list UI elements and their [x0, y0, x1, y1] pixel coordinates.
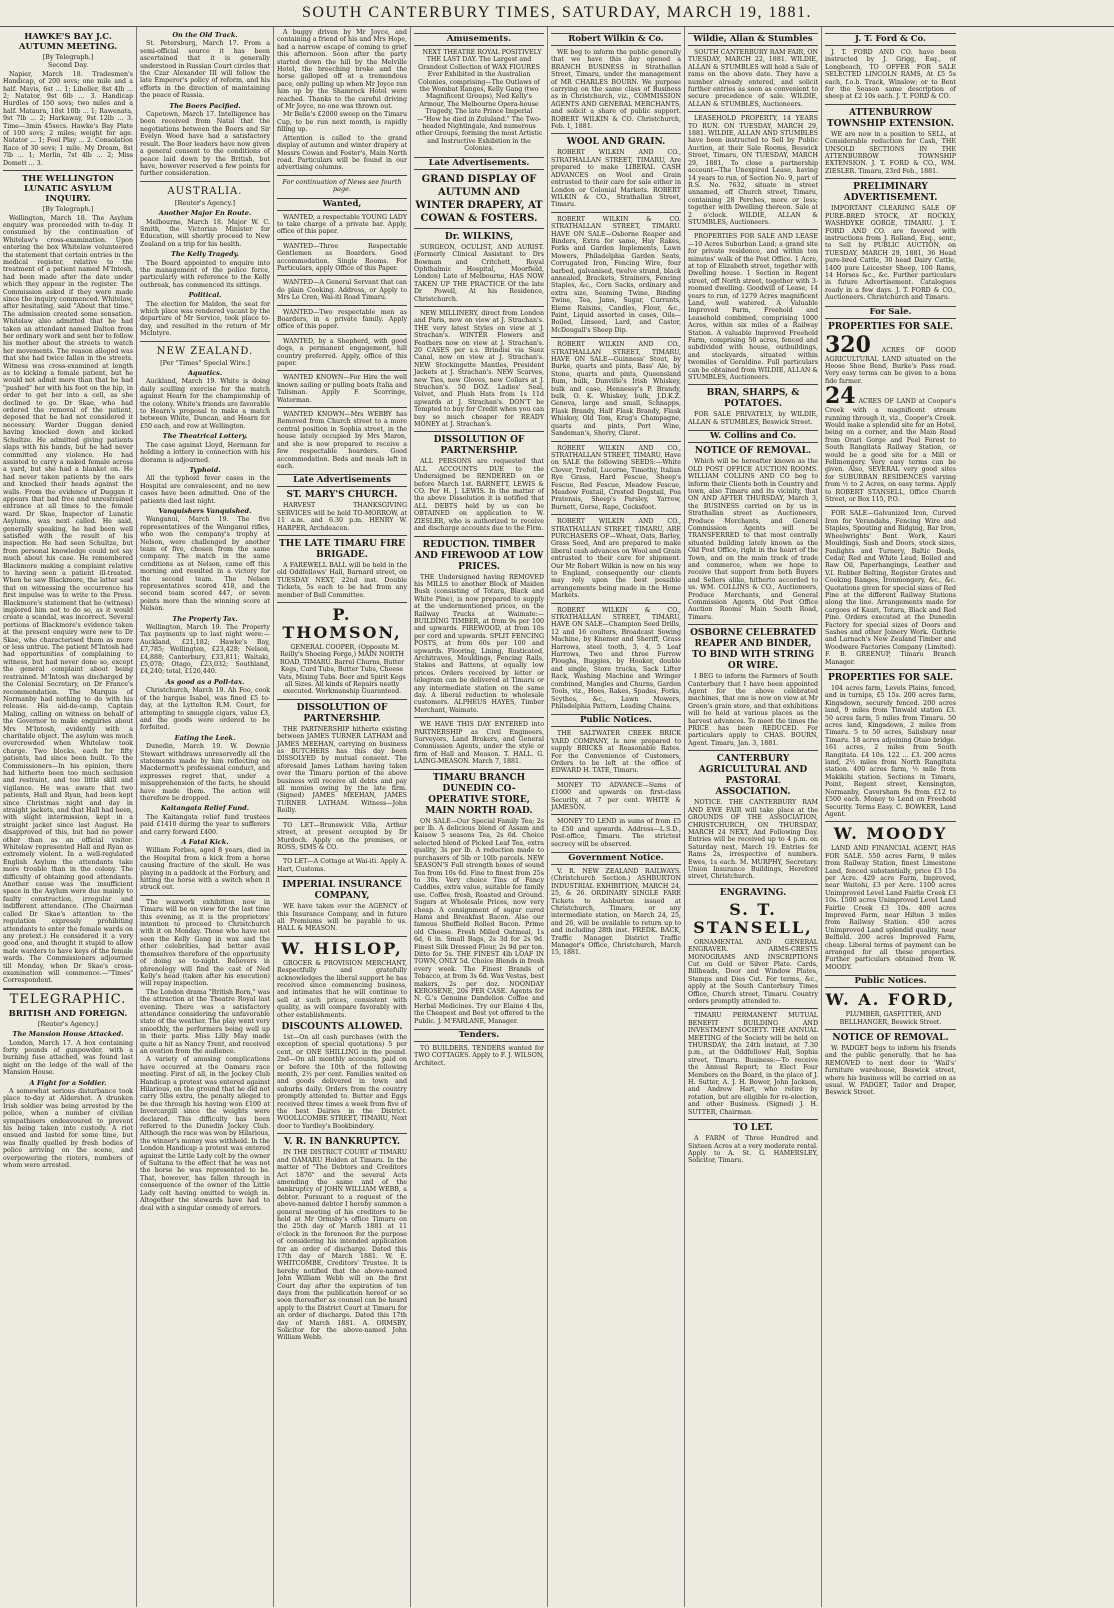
divider — [277, 175, 407, 176]
divider — [277, 370, 407, 371]
headline: THE WELLINGTON LUNATIC ASYLUM INQUIRY. — [21, 174, 115, 205]
ad-display-name: W. HISLOP, — [281, 938, 403, 958]
divider — [825, 104, 956, 105]
section-header: Public Notices. — [551, 714, 681, 727]
divider — [688, 1119, 818, 1120]
article-text: A somewhat serious disturbance took place to-day at Aldershot. A drunken Irish soldier was being arrested by the police, when a number of civilian sympathisers endeavoured to prevent his being taken into custody. A riot ensued and lasted for some time, but was finally quelled by fresh bodies of police arriving on the scene, and overpowering the rioters, numbers of whom were arrested. — [3, 1088, 133, 1170]
advertisement: ON SALE—Our Special Family Tea; 2s per lb. A delicious blend of Assam and Kaisow 5 seasons Tea, 2s 6d. Choice selected blend of Picked Leaf Tea, extra quality, 3s per lb. A reduction made to purchasers of 5lb or 10lb parcels. NEW SEASON'S Full strength boxes of sound Tea from 10s 6d. Fine to finest from 25s to 30s. Very choice Tins of Fancy Caddies, extra value, suitable for family use. Coffee, fresh, Roasted and Ground. Sugars at Wholesale Prices, now very cheap. A consignment of sugar cured Hams and Breakfast Bacon. Also our famous Sheffield Rolled Bacon. Prime old Cheese. Fresh Milled Oatmeal, 1s 6d, 6 in. Small Bags, 2s 3d for 2s 9d. Finest Silk Dressed Flour, 2s 9d per ton. Ditto for 5s. THE FINEST 4lb LOAF IN TOWN, ONLY 5d. Choice Blends in fresh every week. The Finest Brands of Tobacco, at from 3s 6d. Wax Vestas, best makers, 2s per doz. NOONDAY KEROSENE, 20s PER CASE. Agents for N. G.'s Genuine Dandelion Coffee and Herbal Medicines. Try our Elaine 4 lbs, the Cheapest and Best yet offered to the Public. J. M'FARLANE, Manager. — [414, 817, 545, 1025]
article-text: Wanganui, March 19. The five representatives of the Wanganui rifles, who won the company's trophy at Nelson, were challenged by another team of five, chosen from the same company. The match in the same conditions as at Nelson, came off this morning and resulted in a victory for the second team. The Nelson representatives scored 418, and the second team scored 447, or seven points more than the winning score at Nelson. — [140, 516, 270, 613]
divider — [277, 602, 407, 603]
divider — [825, 1029, 956, 1030]
divider — [277, 854, 407, 855]
advertisement: LAND AND FINANCIAL AGENT, HAS FOR SALE. 550 acres Farm, 9 miles from Railway Station, finest Limestone Land, fenced substantially, price £3 15s per Acre. 429 acre Farm, Improved, near Waitohi, £3 per Acre. 1100 acres Unimproved Level Land Fairlie Creek £3 10s. 1500 acres Unimproved Level Land Fairlie Creek £3 10s. 400 acres Improved Farm, near Hilton 3 miles from Railway Station. 450 acres Unimproved Land splendid quality, near Belfield. 200 acres Improved Farm, cheap. Liberal terms of payment can be arranged for all these properties. Further particulars obtained from W. MOODY. — [825, 845, 956, 971]
advertisement: NEXT THEATRE ROYAL POSITIVELY THE LAST DAY. The Largest and Grandest Collection of WAX FIGURES Ever Exhibited in the Australian Colonies, comprising—The Outlaws of the Wombat Ranges, Kelly Gang (two Magnificent Groups), Ned Kelly's Armour, The Melbourne Opera-house Tragedy, The late Prince Imperial—"How he died in Zululand." The Two-headed Nightingale, And numerous other Groups, forming the most Artistic and Instructive Exhibition in the Colonies. — [415, 49, 543, 153]
divider — [551, 441, 681, 442]
advertisement: PROPERTIES FOR SALE AND LEASE—10 Acres Suburban Land; a grand site for private residence, and within ten minutes' walk of the Post Office. 1 Acre, at top of Elizabeth street, together with Dwelling house. 1 Section in Regent street, off North street, together with 3-roomed dwelling. Goodwill of Lease, 14 years to run, of 1279 Acres magnificent Land, well watered. A Valuable Improved Farm, Freehold and Leasehold combined, comprising 1000 Acres, within six miles of a Railway Station. A valuable Improved Freehold Farm, comprising 50 acres, fenced and subdivided with house, outbuildings, and stockyards, situated within twomiles of Geraldine. Full particulars can be obtained from WILDIE, ALLAN & STUMBLES, Auctioneers. — [688, 233, 818, 382]
column-6 — [685, 27, 822, 1607]
article-text: All the typhoid fever cases in the Hospital are convalescent, and no new cases have been admitted. One of the patients died last night. — [140, 475, 270, 505]
article-text: The Board appointed to enquire into the management of the police force, particularly with reference to the Kelly outbreak, has commenced its sittings. — [140, 259, 270, 289]
ad-display-name: W. A. FORD, — [825, 990, 956, 1010]
divider — [277, 818, 407, 819]
divider — [825, 506, 956, 507]
divider — [277, 699, 407, 700]
section-header: Amusements. — [414, 33, 544, 46]
article-text: Melbourne, March 18. Major W. C. Smith, the Victorian Minister for Education, will shortly proceed to New Zealand on a trip for his health. — [140, 218, 270, 248]
article-text: The waxwork exhibition now in Timaru will be on view for the last time this evening, as it is the proprietors' intention to proceed to Christchurch with it on Monday. Those who have not seen the Kelly Gang in wax and the other celebrities, had better avail themselves therefore of the opportunity of doing so to-night. Believers in phrenology will find the cast of Ned Kelly's head (taken after his execution) will repay inspection. — [140, 898, 270, 988]
divider — [551, 133, 681, 134]
ad-title: ATTENBURROW TOWNSHIP EXTENSION. — [827, 107, 954, 129]
ad-title: TIMARU BRANCH DUNEDIN CO-OPERATIVE STORE, MAIN NORTH ROAD. — [425, 772, 533, 816]
divider — [688, 884, 818, 885]
subhead: The Kelly Tragedy. — [170, 250, 240, 259]
divider — [277, 535, 407, 536]
section-header: Robert Wilkin & Co. — [551, 33, 681, 46]
advertisement: ROBERT WILKIN AND CO., STRATHALLAN STREET, TIMARU, Have on SALE the following SEEDS:—White Clover, Trefoil, Lucerne, Timothy, Italian Rye Grass, Hard Fescue, Sheep's Fescue, Red Fescue, Meadow Fescue, Meadow Foxtail, Crested Dogstail, Poa Pratensis, Sheep's Parsley, Yarrow, Burnett, Gorse, Rape, Cocksfoot. — [551, 444, 681, 511]
divider — [277, 334, 407, 335]
article-text: A buggy driven by Mr Joyce, and containing a friend of his and Mrs Hope, had a narrow escape of coming to grief this afternoon. Soon after the party started down the hill by the Melville Hotel, the breeching broke and the horse galloped off at a tremendous pace, only pulling up when Mr Joyce ran him up by the Shamrock Hotel were reached. Thanks to the careful driving of Mr Joyce, no one was thrown out. — [277, 29, 407, 111]
ad-display-name: W. MOODY — [833, 824, 948, 844]
divider — [688, 384, 818, 385]
divider — [414, 306, 544, 307]
columns — [0, 27, 1114, 1607]
advertisement: ROBERT WILKIN AND CO., STRATHALLAN STREET, TIMARU, HAVE ON SALE—Guinness' Stout, by Burke, quarts and pints, Bass' Ale, by Stone, quarts and pints, Queensland Rum, bulk, Dunville's Irish Whiskey, bulk and case, Hennessy's P. Brandy, bulk, O. K. Whiskey, bulk, J.D.K.Z. Geneva, large and small, Schnapps, Flask Brandy, Half Flask Brandy, Flask Whiskey, Old Tom, Krug's Champagne, quarts and pints, Port Wine, Sandeman's, Sherry, Claret. — [551, 341, 681, 438]
article-text: Mr Belle's £2000 sweep on the Timaru Cup, to be run next month, is rapidly filling up. — [277, 111, 407, 134]
ad-title: ST. MARY'S CHURCH. — [286, 490, 398, 501]
divider — [688, 229, 818, 230]
subhead: Eating the Leek. — [174, 733, 236, 742]
divider — [551, 514, 681, 515]
property-listing — [825, 331, 956, 386]
ad-title: TO LET. — [733, 1123, 773, 1134]
article-text: Attention is called to the grand display of autumn and winter drapery at Messrs Cowan and Foster's, Main North road. Particulars will be found in our advertising columns. — [277, 134, 407, 172]
ad-title: IMPERIAL INSURANCE COMPANY, — [282, 880, 402, 902]
divider — [277, 305, 407, 306]
property-description: ACRES OF LAND at Cooper's Creek with a magnificent stream running through it, viz., Cooper's Creek. Would make a splendid site for an Hotel, being on a corner, and the Main Road from Orari Gorge and Peel Forest to South Rangitata Railway Station, or would be a good site for a Mill or Fellmongery. Very easy terms can be given. Also, SEVERAL very good sites for SUBURBAN RESIDENCES varying from ½ to 2 Acres, on easy terms. Apply to ROBERT STANSELL, Office Church Street, or Box 115, P.O. — [825, 398, 956, 504]
section-headline: NEW ZEALAND. — [156, 345, 254, 357]
divider — [825, 178, 956, 179]
advertisement: THE Undersigned having REMOVED his MILLS to another Block of Maiden Bush (consisting of Totara, Black and White Pine), is now prepared to supply at the undermentioned prices, on the Railway Trucks at Waimate:—BUILDING TIMBER, at from 9s per 100 and upwards. FIREWOOD, at from 10s per cord and upwards. SPLIT FENCING POSTS, at from 60s per 100 and upwards. Flooring, Lining, Rusticated, Architraves, Mouldings, Fencing Rails, Stakes and Battens, at equally low prices. Orders received by letter or telegram can be delivered at Timaru or any intermediate station on the same day. A liberal reduction to wholesale customers. ALPHEUS HAYES, Timber Merchant, Waimate. — [414, 573, 544, 714]
advertisement: WE have taken over the AGENCY of this Insurance Company, and in future all Premiums will be payable to us. HALL & MEASON. — [277, 903, 407, 933]
classified-ad: WANTED, by a Shepherd, with good dogs, a permanent engagement, hill country preferred. Apply, office of this paper. — [277, 337, 407, 368]
article-text: St. Petersburg, March 17. From a semi-official source it has been ascertained that it is generally understood in Russian Court circles that the Czar Alexander III will follow the late Emperor's policy of reform, and his efforts in the direction of maintaining the peace of Russia. — [140, 40, 270, 100]
advertisement: GENERAL COOPER, (Opposite M. Reilly's Shoeing Forge,) MAIN NORTH ROAD, TIMARU. Barrel Churns, Butter Kegs, Curd Tubs, Butter Tubs, Cheese Vats, Mixing Tubs. Beer and Spirit Kegs all Sizes. All kinds of Repairs neatly executed. Workmanship Guaranteed. — [278, 643, 406, 696]
classified-ad: WANTED—A General Servant that can do plain Cooking. Address, or Apply to Mrs Le Cren, Wai-iti Road Timaru. — [277, 279, 407, 302]
advertisement: TO LET—Brunswick Villa, Arthur street, at present occupied by Dr Murdoch. Apply on the premises, or ROSS, SIMS & CO. — [277, 821, 407, 851]
subhead: Another Major En Route. — [158, 209, 252, 218]
advertisement: FOR SALE—Galvanized Iron, Curved Iron for Verandahs, Fencing Wire and Staples, Spouting and Ridging, Bar Iron, Wheelwrights' Bent Work, Kauri Mouldings, Sash and Doors, stock sizes, Fanlights and Turnery, Baltic Deals, Cedar, Red and White Lead, Boiled and Raw Oil, Paperhangings, Leather and V.I. Rubber Belting, Register Grates and Cooking Ranges, Ironmongery, &c., &c. Quotations given for special sizes of Red Pine at the different Railway Stations along the line. Arrangements made for cargoes of Kauri, Totara, Black and Red Pine. Orders executed at the Dunedin Factory for special sizes of Doors and Sashes and other Joinery Work. Guthrie and Larnach's New Zealand Timber and Woodware Factories Company (Limited). F. B. GREENUP, Timaru Branch Manager. — [825, 510, 956, 666]
ad-display-name: P. THOMSON, — [282, 604, 402, 642]
advertisement: TO BUILDERS. TENDERS wanted for TWO COTTAGES. Apply to F. J. WILSON, Architect. — [414, 1045, 544, 1067]
column-3 — [274, 27, 411, 1607]
section-header: W. Collins and Co. — [688, 430, 818, 443]
section-header: For Sale. — [825, 306, 956, 319]
divider — [277, 936, 407, 937]
classified-ad: WANTED KNOWN—For Hire the well known sailing or pulling boats Italia and Talisman. Apply F. Scorringe, Waterman. — [277, 374, 407, 404]
divider — [414, 431, 544, 432]
ad-title: V. R. IN BANKRUPTCY. — [284, 1137, 400, 1148]
subhead: The Mansion House Attacked. — [12, 1030, 124, 1039]
property-description: ACRES OF GOOD AGRICULTURAL LAND situated on the Hoose Shoe Bend, Burke's Pass road. Very easy terms can be given to a bona fide farmer. — [825, 346, 956, 385]
ad-title: NOTICE OF REMOVAL. — [832, 1033, 949, 1044]
advertisement: ALL PERSONS are requested that ALL ACCOUNTS DUE to the Undersigned be RENDERED on or before March 1st. BARNETT, LEWIS & CO. Per H. J. LEWIS. In the matter of the above Dissolution it is notified that ALL DEBTS held by us can be OBTAINED on application to W. ZIESLER, who is authorized to receive and discharge accounts due to the Firm. — [414, 458, 544, 533]
article-text: The case against Lloyd, Hermann for holding a lottery in connection with his diorama is adjourned. — [140, 441, 270, 464]
advertisement: MONEY TO LEND in sums of from £5 to £50 and upwards. Address—L.S.D., Post-office, Timaru. The strictest secrecy will be observed. — [551, 818, 681, 848]
article-text: William Forbes, aged 8 years, died in the Hospital from a kick from a horse causing fracture of the skull. He was playing in a paddock at the Forbury, and hitting the horse with a switch when it struck out. — [140, 847, 270, 892]
property-listing — [825, 385, 956, 503]
acreage-number: 320 — [825, 331, 871, 358]
divider — [551, 814, 681, 815]
divider — [140, 895, 270, 896]
section-headline: AUSTRALIA. — [167, 185, 243, 197]
advertisement: THE PARTNERSHIP hitherto existing between JAMES TURNER LATHAM and JAMES MEEHAN, carrying on business as BUTCHERS has this day been DISSOLVED by mutual consent. The aforesaid James Latham having taken over the Timaru portion of the above business will receive all debts and pay all monies owing by the late firm. (Signed) JAMES MEEHAN, JAMES TURNER LATHAM. Witness—John Reilly. — [277, 725, 407, 815]
divider — [277, 876, 407, 877]
divider — [414, 717, 544, 718]
subhead: The Theatrical Lottery. — [162, 432, 248, 441]
advertisement: GROCER & PROVISION MERCHANT, Respectfully and gratefully acknowledges the liberal support he has received since commencing business, and intimates that he will continue to sell at such prices, consistent with quality, as will compare favorably with other establishments. — [277, 959, 407, 1019]
divider — [140, 181, 270, 182]
divider — [414, 536, 544, 537]
classified-ad: WANTED KNOWN—Mrs WEBBY has Removed from Church street to a more central position in Sophia street, in the house lately occupied by Mrs Maron, and she is now prepared to receive a few respectable boarders. Good accommodation. Beds and meals left in each. — [277, 411, 407, 470]
advertisement: MONEY TO ADVANCE—Sums of £1000 and upwards on first-class Security, at 7 per cent. WHITE & JAMESON. — [551, 781, 681, 811]
ad-title: CANTERBURY AGRICULTURAL AND PASTORAL ASSOCIATION. — [698, 754, 808, 798]
headline: HAWKE'S BAY J.C. AUTUMN MEETING. — [18, 32, 118, 52]
advertisement: SOUTH CANTERBURY RAM FAIR, ON TUESDAY, MARCH 22, 1881. WILDIE, ALLAN & STUMBLES will hold a Sale of rams on the above date. They have a number already entered, and solicit further entries as soon as convenient to secure precedence of sale. WILDIE, ALLAN & STUMBLES, Auctioneers. — [688, 49, 818, 108]
divider — [551, 337, 681, 338]
subhead: Aquatics. — [187, 369, 223, 378]
advertisement: IN THE DISTRICT COURT of TIMARU and OAMARU Holden at Timaru. In the matter of "The Debtors and Creditors Act 1876" and the several Acts amending the same and of the bankruptcy of JOHN WILLIAM WEBB, a debtor. Pursuant to a request of the above-named debtor I hereby summon a general meeting of his creditors to be held at Mr Ormsby's office Timaru on the 25th day of March 1881 at 11 o'clock in the forenoon for the purpose of considering his intended application for an order of discharge. Dated this 17th day of March 1881. W. E. WHITCOMBE, Creditors' Trustee. It is hereby notified that the above-named John William Webb will on the first Court day after the expiration of ten days from the publication hereof or so soon thereafter as counsel can be heard apply to the District Court at Timaru for an order of discharge. Dated this 17th day of March 1881. A. ORMSBY, Solicitor for the above-named John William Webb. — [277, 1149, 407, 1342]
divider — [140, 341, 270, 342]
subhead: As good as a Poll-tax. — [165, 677, 245, 686]
headline: BRITISH AND FOREIGN. — [8, 1008, 128, 1019]
subhead: The Property Tax. — [172, 614, 238, 623]
column-2 — [137, 27, 274, 1607]
advertisement: TIMARU PERMANENT MUTUAL BENEFIT BUILDING AND INVESTMENT SOCIETY. THE ANNUAL MEETING of the Society will be held on THURSDAY, the 24th instant, at 7.30 p.m., at the Oddfellows' Hall, Sophia street, Timaru. Business:—To receive the Annual Report; to Elect Four Members on the Board, in the place of J. H. Sutter, A. J. H. Bower, John Jackson, and Andrew Hart, who retire by rotation, but are eligible for re-election, and other Business. (Signed) J. H. SUTTER, Chairman. — [688, 1012, 818, 1116]
classified-ad: WANTED—Two respectable men as Boarders, in a private family. Apply office of this paper. — [277, 308, 407, 331]
advertisement: 1st—On all cash purchases (with the exception of special quotations) 5 per cent, or ONE SHILLING in the pound. 2nd—On all monthly accounts, paid on or before the 10th of the following month, 2½ per cent. Families waited on and goods delivered in town and suburbs daily. Orders from the country promptly attended to. Butter and Eggs received three times a week from five of the best Dairies in the District. WOOLLCOMBE STREET, TIMARU, Next door to Yardley's Bookbindery. — [277, 1034, 407, 1130]
section-header: Late Advertisements. — [414, 157, 544, 170]
advertisement: TO LET—A Cottage at Wai-iti. Apply A. Hart, Customs. — [277, 858, 407, 873]
ad-title: DISSOLUTION OF PARTNERSHIP. — [296, 702, 388, 724]
divider — [688, 750, 818, 751]
advertisement: NEW MILLINERY, direct from London and Paris, now on view at J. Strachan's. THE very latest Styles on view at J. Strachan's. WINTER Flowers and Feathers now on view at J. Strachan's. 20 CASES per s.s. Brindisi via Suez Canal, now on view at J. Strachan's. NEW Stockingette Mantles, President Jackets at J. Strachan's. NEW Scarves, new Ties, new Gloves, new Collars at J. Strachan's. 50 DOZ. Ladies' Seal, Velvet, and Plush Hats from 1s 11d upwards at J. Strachan's. DON'T be Tempted to buy for Credit when you can buy so much cheaper for READY MONEY at J. Strachan's. — [414, 309, 544, 429]
advertisement: HARVEST THANKSGIVING SERVICES will be held TO-MORROW, at 11 a.m. and 6.30 p.m. HENRY W. HARPER, Archdeacon. — [277, 502, 407, 532]
advertisement: I BEG to inform the Farmers of South Canterbury that I have been appointed Agent for the above celebrated machines, that one is now on view at Mr Green's grain store, and that exhibitions will be held at various places as the harvest advances. To meet the times the PRICE has been REDUCED. For particulars apply to CHAS. BOURN, Agent. Timaru, Jan. 3, 1881. — [688, 673, 818, 747]
divider — [277, 1133, 407, 1134]
section-header: Government Notice. — [551, 852, 681, 865]
column-5 — [548, 27, 685, 1607]
section-header: Tenders. — [414, 1029, 544, 1042]
section-header: Wildie, Allan & Stumbles — [688, 33, 818, 46]
byline: [By Telegraph.] — [42, 205, 94, 214]
article-text: London, March 17. A box containing forty pounds of gunpowder, with a burning fuse attached, was found last night on the ledge of the wall of the Mansion House. — [3, 1039, 133, 1077]
divider — [551, 212, 681, 213]
advertisement: WE HAVE THIS DAY ENTERED into PARTNERSHIP as Civil Engineers, Surveyors, Land Brokers, and General Commission Agents, under the style or firm of Hall and Meason. T. HALL. G. LAING-MEASON. March 7, 1881. — [414, 721, 544, 766]
advertisement: THE SALTWATER CREEK BRICK YARD COMPANY, Is now prepared to supply BRICKS at Reasonable Rates. For the Convenience of Customers, Orders to be left at the office of EDWARD H. TATE, Timaru. — [551, 730, 681, 775]
divider — [414, 769, 544, 770]
advertisement: Which will be hereafter known as the OLD POST OFFICE AUCTION ROOMS. WILLIAM COLLINS AND CO beg to inform their Clients both in Country and town, also Timaru and its vicinity, that ON AND AFTER THURSDAY, March 3, the BUSINESS carried on by us in Strathallan street as Auctioneers, Produce Merchants, and General Commission Agents will be TRANSFERRED to that most centrally situated building lately known as the Old Post Office, right in the heart of the Town, and on the main track of trade and commerce, when we hope to receive that support from both Buyers and Sellers alike, hitherto accorded to us. WM. COLLINS & CO., Auctioneers, Produce Merchants, and General Commission Agents, Old Post Office Auction Rooms' Main South Road, Timaru. — [688, 458, 818, 621]
subhead: Typhoid. — [189, 465, 221, 474]
subhead: The Boers Pacified. — [169, 101, 241, 110]
subhead: Second Day. — [47, 61, 89, 70]
article-text: A variety of amusing complications have occurred at the Oamaru race meeting. First of all, in the Jockey Club Handicap a protest was entered against Hilarious, on the ground that he did not carry 5lbs extra, the penalty alleged to be due through his having won £100 at Invercargill since the weights were declared. This difficulty has been referred to the Dunedin Jockey Club. Although the race was won by Hilarious, the winner's money was withheld. In the London Handicap a protest was entered against the Little Lady colt by the owner of Sultana to the effect that he was not the horse he was represented to be. That, however, has fallen through in consequence of the owner of the Little Lady colt having omitted to weigh in. Altogether the stewards have had to deal with a singular comedy of errors. — [140, 1056, 270, 1212]
advertisement: V. R. NEW ZEALAND RAILWAYS. (Christchurch Section.) ASHBURTON INDUSTRIAL EXHIBITION, MARCH 24, 25, & 26. ORDINARY SINGLE FARE Tickets to Ashburton issued at Christchurch, Timaru, or any intermediate station, on March 24, 25, and 26, will be available to return up to and including 28th inst. FREDK. BACK, Traffic Manager. District Traffic Manager's Office, Christchurch, March 15, 1881. — [551, 868, 681, 957]
masthead: SOUTH CANTERBURY TIMES, SATURDAY, MARCH 19, 1881. — [0, 0, 1114, 27]
subhead: A Fatal Kick. — [181, 838, 229, 846]
article-text: Capetown, March 17. Intelligence has been received from Natal that the negotiations between the Boers and Sir Evelyn Wood have had a satisfactory result. The Boer leaders have now given a general consent to the conditions of peace laid down by the British, but have, however reserved a few points for further consideration. — [140, 111, 270, 178]
ad-title: DISCOUNTS ALLOWED. — [281, 1022, 403, 1032]
byline: [Per "Times" Special Wire.] — [160, 358, 250, 367]
advertisement: ROBERT WILKIN AND CO., STRATHALLAN STREET, TIMARU, Are prepared to make LIBERAL CASH ADVANCES on Wool and Grain entrusted to their care for sale either in London or Colonial Markets. ROBERT WILKIN & CO., Strathallan Street, Timaru. — [551, 149, 681, 209]
article-text: Wellington, March 18. The Asylum enquiry was proceeded with to-day. It consumed by the continuation of Whitelaw's cross-examination. Upon entering the box Whitelaw volunteered the statement that certain entries in the medical register, relative to the treatment of a patient named M'Intosh, had been made after the date under which they appear in the register. The Commission asked if they were made since the inquiry commenced. Whitelaw, after hesitating, said "About that time." The admission created some sensation. Whitelaw also admitted that he had taken an attendant named Dalton from her ordinary work and sent her to follow his mother about the streets to watch her movements. The reason alleged was that she had twice fallen in the streets. Witness was cross-examined at length as to kicking a female patient, but he would not admit more than that he had "pushed" her with his foot on the hip, in order to get her into a cell, as she declined to go. Dr Skae, who had ordered the removal of the patient, deposed that he had not considered it necessary. Warder Duggan denied having knocked down and kicked Schultze. He admitted giving patients slaps with his hands, but he had never committed any violence. He had assisted to carry a naked female across a yard, but she had a blanket on. He had never taken patients by the ears and knocked their heads against the walls. From the evidence of Duggan it appears that bad free and unrestrained entrance at all times to the female ward. Dr Skae, Inspector of Lunatic Asylums, was next called. He said, generally speaking, he had been well satisfied with the result of his inspection. He had seen Schultze, but from personal knowledge could not say much about his case. He remembered Blackmore making a complaint relative to having seen a patient ill-treated. When he saw Blackmore, the latter said that on witnessing the occurrence his first impulse was to write to the Press. Blackmore's statement that he (witness) implored him not to do so, as it would create a scandal, was incorrect. Several portions of Blackmore's evidence taken at the present enquiry were new to Dr Skae, who characterised them as more or less untrue. The patient M'Intosh had had opportunities of complaining to witness, but had never done so, except the general complaint about being restrained. M'Intosh was discharged by the Colonial Secretary, on Dr France's recommendation. The Marquis of Normanby had nothing to do with his release. His aid-de-camp, Captain Maling, calling on witness on behalf of the Governor to make enquiries about Mrs M'Intosh, evidently with a charitable object. The asylum was much overcrowded when Whitelaw took charge. Two blocks, each for fifty patients, had since been built. To the Commissioners—In his opinion, there had hitherto been too much seclusion and restraint, and too little skill and vigilance. He was aware that two patients, Hall and Ryan, had been kept since Christmas night and day in straight jackets, and that Hall had been, with slight intermission, kept in a straight jacket since last August. He disapproved of this, but had no power other than as an official visitor. Whitelaw represented Hall and Ryan as extremely violent. In a well-regulated English Asylum the attendants take more trouble than in the colony. The difficulty of obtaining good attendants. Another cause was the insufficient space in the Asylum were due mainly to faulty construction, irregular and indifferent attendance. (The Chairman called Dr Skae's attention to the regulation expressly prohibiting attendants to enter the female wards on any pretext.) He considered it a very good one, and thought it stupid to allow male warders to have keys of the female wards. The Commissioners adjourned till Monday, when Dr Skae's cross-examination will commence.—"Times" Correspondent. — [3, 214, 133, 985]
divider — [688, 1008, 818, 1009]
section-header: Wanted, — [277, 198, 407, 211]
article-text: The London drama "British Born," was the attraction at the Theatre Royal last evening. There was a satisfactory attendance considering the unfavorable state of the weather. The play went very smoothly, the performers being well up in their parts. Miss Lilly May made quite a hit as Nancy Trent, and received an ovation from the audience. — [140, 988, 270, 1055]
advertisement: W. PADGET begs to inform his friends and the public generally, that he has REMOVED to next door to 'Wail's' furniture warehouse, Beswick street, where his business will be carried on as usual. W. PADGET, Tailor and Draper, Beswick Street. — [825, 1045, 956, 1097]
advertisement: A FAREWELL BALL will be held in the old Oddfellows' Hall, Barnard street, on TUESDAY NEXT, 22nd inst. Double Tickets, 5s each to be had from any member of Ball Committee. — [277, 561, 407, 599]
advertisement: SURGEON, OCULIST, AND AURIST. (Formerly Clinical Assistant to Drs Bowman and Critchett, Royal Ophthalmic Hospital, Moorfield, London) Late of Melbourne, HAS NOW TAKEN UP THE PRACTICE Of the late Dr Powell, At his Residence, Christchurch. — [414, 243, 544, 303]
advertisement: LEASEHOLD PROPERTY, 14 YEARS TO RUN. ON TUESDAY, MARCH 29, 1881. WILDIE, ALLAN AND STUMBLES have been instructed to Sell by Public Auction, at their Sale Rooms, Beswick Street, Timaru, ON TUESDAY, MARCH 29, 1881, To close a partnership account—The Unexpired Lease, having 14 years to run, of Section No. 9, part of R.S. No. 7632, situate in street unnamed, off Church street, Timaru, containing 28 Perches, more or less; together with Dwelling thereon. Sale at 2 o'clock. WILDIE, ALLAN & STUMBLES, Auctioneers. — [688, 115, 818, 226]
byline: [By Telegraph.] — [42, 53, 94, 61]
advertisement: 104 acres farm, Levels Plains, fenced, and in turnips, £5 15s. 200 acres farm, Kingsdown, securely fenced. 200 acres land, 9 miles from Tinwald station £3. 50 acres farm, 5 miles from Timaru. 50 acres land, Kingsdown, 2 miles from Timaru. 5 to 50 acres, Salisbury near Timaru. 18 acres adjoining Otaio bridge. 161 acres, 2 miles from South Rangitata. £4 10s. 122 ... £3. 200 acres land, 2½ miles from North Rangitata station. 400 acres farm, ½ mile from Makikihi station. Sections in Timaru, Point, Regent street, Kensington, Normanby, Caversham 9s from £12 to £500 each. Money to Lend on Freehold Security. Terms Easy. C. BOWKER, Land Agent. — [825, 685, 956, 818]
article-text: The election for Maldon, the seat for which place was rendered vacant by the departure of Mr Service, took place to-day, and resulted in the return of Mr McIntyre. — [140, 300, 270, 338]
subhead: On the Old Track. — [172, 31, 238, 39]
ad-title: THE LATE TIMARU FIRE BRIGADE. — [279, 538, 405, 560]
column-1 — [0, 27, 137, 1607]
continuation-note: For continuation of News see fourth page. — [282, 177, 402, 194]
column-4 — [411, 27, 548, 1607]
divider — [551, 603, 681, 604]
divider — [3, 988, 133, 990]
ad-display-name: S. T. STANSELL, — [693, 899, 813, 937]
divider — [551, 778, 681, 779]
ad-title: OSBORNE CELEBRATED REAPER AND BINDER, TO BIND WITH STRING OR WIRE. — [690, 628, 816, 672]
article-text: The Kaitangata relief fund trustees paid £1410 during the year to sufferers and carry forward £400. — [140, 813, 270, 836]
ad-title: PROPERTIES FOR SALE. — [827, 673, 954, 683]
ad-title: Dr. WILKINS, — [444, 231, 514, 242]
divider — [688, 111, 818, 112]
advertisement: J. T. FORD AND CO. have been instructed by J. Grigg, Esq., of Longbeach, TO OFFER FOR SALE SELECTED LINCOLN RAMS, At £5 5s each, f.o.b. Track, Winslow; or to Bent for the Season same description of sheep at £2 10s each. J. T. FORD & CO. — [825, 49, 956, 101]
classified-ad: WANTED, a respectable YOUNG LADY to take charge of a private bar. Apply, office of this paper. — [277, 213, 408, 236]
article-text: Wellington, March 19. The Property Tax payments up to last night were:—Auckland, £21,182; Hawke's Bay, £7,785; Wellington, £23,428; Nelson, £4,888; Canterbury, £33,811; Waitaki, £5,078; Otago, £23,032; Southland, £4,240; total, £126,440. — [140, 624, 270, 676]
ad-title: GRAND DISPLAY OF AUTUMN AND WINTER DRAPERY, AT COWAN & FOSTERS. — [415, 173, 543, 224]
divider — [277, 275, 407, 276]
advertisement: ROBERT WILKIN & CO. STRATHALLAN STREET, TIMARU. HAVE ON SALE—Osborne Reaper and Binders, Extra for same, Hay Rakes, Forks and Garden Implements, Lawn Mowers, Philadelphia Garden Seats, Corrugated Iron, Fencing Wire, four barbed, galvanised, twelve strand, black annealed, Brackets, Strainers, Fencing Staples, &c., Corn Sacks, ordinary and extra size, Seaming Twine, Binding Twine, Tea, Jams, Sugar, Currants, Eleme Raisins, Candles, Flour, &c., Paint, Liquid assorted in cases, Oils—Boiled, Linseed, Lard, and Castor, McDougall's Sheep Dip. — [551, 215, 681, 334]
advertisement: WE are now in a position to SELL, at Considerable reduction for Cash, THE UNSOLD SECTIONS IN THE ATTENBURROW TOWNSHIP EXTENSION. J. T. FORD & CO., WM. ZIESLER. Timaru, 23rd Feb., 1881. — [825, 130, 956, 175]
advertisement: A FARM of Three Hundred and Sixteen Acres at a very moderate rental. Apply to A. St. G. HAMERSLEY, Solicitor, Timaru. — [688, 1135, 818, 1165]
byline: [Reuter's Agency.] — [37, 1019, 99, 1028]
subhead: Vanquishers Vanquished. — [158, 506, 252, 515]
section-header: J. T. Ford & Co. — [825, 33, 956, 46]
article-text: Auckland, March 19. White is doing daily sculling exercise for the match against Hearn for the championship of the colony. White's friends are favorable to Hearn's proposal to make a match between White, Duncan, and Hearn for £50 each, and row at Wellington. — [140, 378, 270, 430]
divider — [688, 624, 818, 625]
advertisement: NOTICE. THE CANTERBURY RAM AND EWE FAIR will take place at the GROUNDS OF THE ASSOCIATION, CHRISTCHURCH, ON THURSDAY, MARCH 24 NEXT, And Following Day. Entries will be received up to 4 p.m. on Saturday next, March 19. Entries for Rams 2s, irrespective of numbers. Ewes, 1s each. M. MURPHY, Secretary. Union Insurance Buildings, Hereford street, Christchurch. — [688, 799, 818, 881]
ad-title: ENGRAVING. — [719, 887, 787, 898]
ad-title: DISSOLUTION OF PARTNERSHIP. — [433, 435, 525, 457]
section-header: Late Advertisements — [277, 474, 407, 487]
divider — [825, 669, 956, 670]
ad-title: WOOL AND GRAIN. — [566, 137, 666, 148]
divider — [3, 170, 133, 171]
classified-ad: WANTED—Three Respectable Gentlemen as Boarders. Good accommodation. Single Rooms. For Particulars, apply Office of this Paper. — [277, 242, 407, 272]
advertisement: ROBERT WILKIN & CO., STRATHALLAN STREET, TIMARU, HAVE ON SALE—Champion Seed Drills, 12 and 16 coulters, Broadcast Sowing Machine, by Knemer and Sheriff, Grass Harrows, steel tooth, 3, 4, 5 Leaf Harrows, Two and three Furrow Ploughs, Buggies, by Hooker, double and single, Store trucks, Sack Lifter Rack, Washing Machine and Wringer combined, Mangles and Churns, Garden Tools, viz., Hoes, Rakes, Spades, Forks, Scythes, &c., Lawn Mowers, Philadelphia Pattern, Leading Chains. — [551, 606, 681, 710]
ad-title: NOTICE OF REMOVAL. — [694, 446, 812, 457]
subhead: Political. — [188, 291, 222, 300]
divider — [277, 407, 407, 408]
subhead: Kaitangata Relief Fund. — [160, 804, 250, 813]
article-text: Dunedin, March 19. W. Downie Stewart withdraws unreservedly all the statements made by him reflecting on Macdermott's professional conduct, and expresses regret that, under a misapprehension of the facts, he should have made them. The action will therefore be dropped. — [140, 743, 270, 802]
ad-title: PRELIMINARY ADVERTISEMENT. — [843, 182, 938, 204]
advertisement: ROBERT WILKIN AND CO., STRATHALLAN STREET, TIMARU, ARE PURCHASERS OF—Wheat, Oats, Barley, Grass Seed, And are prepared to make liberal cash advances on Wool and Grain entrusted to their care for shipment. Our Mr Robert Wilkin is now on his way to England, consequently our clients may rely upon the best possible arrangements being made in the Home Markets. — [551, 518, 681, 600]
section-headline: TELEGRAPHIC. — [9, 991, 127, 1007]
advertisement: FOR SALE PRIVATELY, by WILDIE, ALLAN & STUMBLES, Beswick Street. — [688, 411, 818, 426]
ad-title: REDUCTION. TIMBER AND FIREWOOD AT LOW PRICES. — [414, 539, 544, 572]
byline: [Reuter's Agency.] — [174, 198, 236, 207]
divider — [277, 239, 407, 240]
acreage-number: 24 — [825, 383, 856, 410]
advertisement: WE beg to inform the public generally that we have this day opened a BRANCH BUSINESS in Strathallan Street, Timaru, under the management of MR CHARLES BOURN. We purpose carrying on the same class of Business as in Christchurch, viz., COMMISSION AGENTS AND GENERAL MERCHANTS, and solicit a share of public support. ROBERT WILKIN & CO. Christchurch, Feb. 1, 1881. — [551, 49, 681, 131]
divider — [825, 821, 956, 822]
article-text: Christchurch, March 19. Ah Foo, cook of the barque Isabel, was fined £5 to-day, at the Lyttelton R.M. Court, for attempting to smuggle cigars, value £3, and the goods were ordered to be forfeited. — [140, 687, 270, 732]
subhead: A Fight for a Soldier. — [29, 1078, 107, 1087]
advertisement: PLUMBER, GASFITTER, AND BELLHANGER, Beswick Street. — [839, 1011, 942, 1026]
column-7 — [822, 27, 959, 1607]
ad-title: PROPERTIES FOR SALE. — [827, 321, 954, 332]
advertisement: IMPORTANT CLEARING SALE OF PURE-BRED STOCK, AT ROCKLY, WASHDYKE GORGE, TIMARU. J. T. FORD AND CO. are favored with instructions from J. Rolland, Esq., senr., to Sell by PUBLIC AUCTION, on TUESDAY, MARCH 29, 1881, 36 Head pure-bred Cattle, 30 head Dairy Cattle, 1400 pure Leicester Sheep, 100 Rams, 14 Horses &c., &c. Further particulars in future Advertisement. Catalogues ready in a few days. J. T. FORD & CO., Auctioneers. Christchurch and Timaru. — [825, 205, 956, 302]
section-header: Public Notices. — [825, 975, 956, 988]
advertisement: ORNAMENTAL AND GENERAL ENGRAVER. ARMS-CRESTS MONOGRAMS AND INSCRIPTIONS Cut on Gold or Silver Plate. Cards, Billheads, Door and Window Plates, Stamps and Dies Cut. For terms, &c., apply at the South Canterbury Times Office, Church street, Timaru. Country orders promptly attended to. — [688, 938, 818, 1005]
ad-title: BRAN, SHARPS, & POTATOES. — [706, 388, 800, 410]
divider — [414, 228, 544, 229]
article-text: Napier, March 18. Tradesmen's Handicap, of 200 sovs; one mile and a half. Mavis, 6st ... 1; Libeller, 8st 4lb ... 2; Natator, 9st 6lb ... 3. Handicap Hurdles of 150 sovs; two miles and a half. Mataura, 10st 10lb ... 1; Rawenata, 9st 7lb ... 2; Harkaway, 9st 12lb ... 3. Time—3min 45secs. Hawke's Bay Plate of 100 sovs; 2 miles; weight for age. Natator ... 1; Fool Play ... 2. Consolation Race of 30 sovs; 1 mile. My Dream, 8st 7lb ... 1; Merlin, 7st 4lb ... 2; Miss Domett ... 3. — [3, 70, 133, 167]
